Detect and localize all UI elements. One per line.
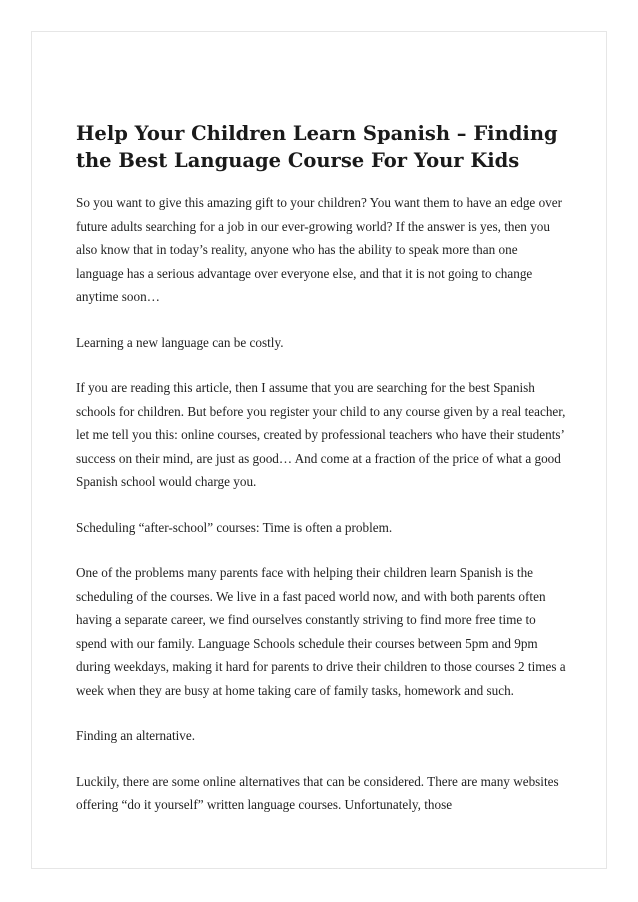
- paragraph-alternatives: Luckily, there are some online alternatives that can be considered. There are many websites offering “do it yourself” written language courses. Unfortunately, those: [76, 773, 559, 812]
- paragraph-online-courses: If you are reading this article, then I assume that you are searching for the best Spanish schools for children. But before you register your child to any course given by a real teacher, let me tell you this: online courses, created by professional teachers who have their students’ success on their mind, are just as good… And come at a fraction of the price of what a good Spanish school would charge you.: [76, 380, 566, 489]
- paragraph-intro: So you want to give this amazing gift to your children? You want them to have an edge over future adults searching for a job in our ever-growing world? If the answer is yes, then you also know that in today’s reality, anyone who has the ability to speak more than one language has a serious advantage over everyone else, and that it is not going to change anytime soon…: [76, 195, 563, 304]
- article-title: Help Your Children Learn Spanish – Finding the Best Language Course For Your Kids: [76, 122, 558, 172]
- document-page: [31, 31, 607, 869]
- paragraph-cost: Learning a new language can be costly.: [76, 334, 284, 350]
- document-content: [76, 120, 566, 839]
- paragraph-alternative-heading: Finding an alternative.: [76, 728, 196, 743]
- paragraph-scheduling: One of the problems many parents face with helping their children learn Spanish is the scheduling of the courses. We live in a fast paced world now, and with both parents often having a separate career, we find ourselves constantly striving to find more free time to spend with our family. Language Schools schedule their courses between 5pm and 9pm during weekdays, making it hard for parents to drive their children to those courses 2 times a week when they are busy at home taking care of family tasks, homework and such.: [76, 565, 566, 698]
- paragraph-scheduling-heading: Scheduling “after-school” courses: Time is often a problem.: [76, 519, 393, 535]
